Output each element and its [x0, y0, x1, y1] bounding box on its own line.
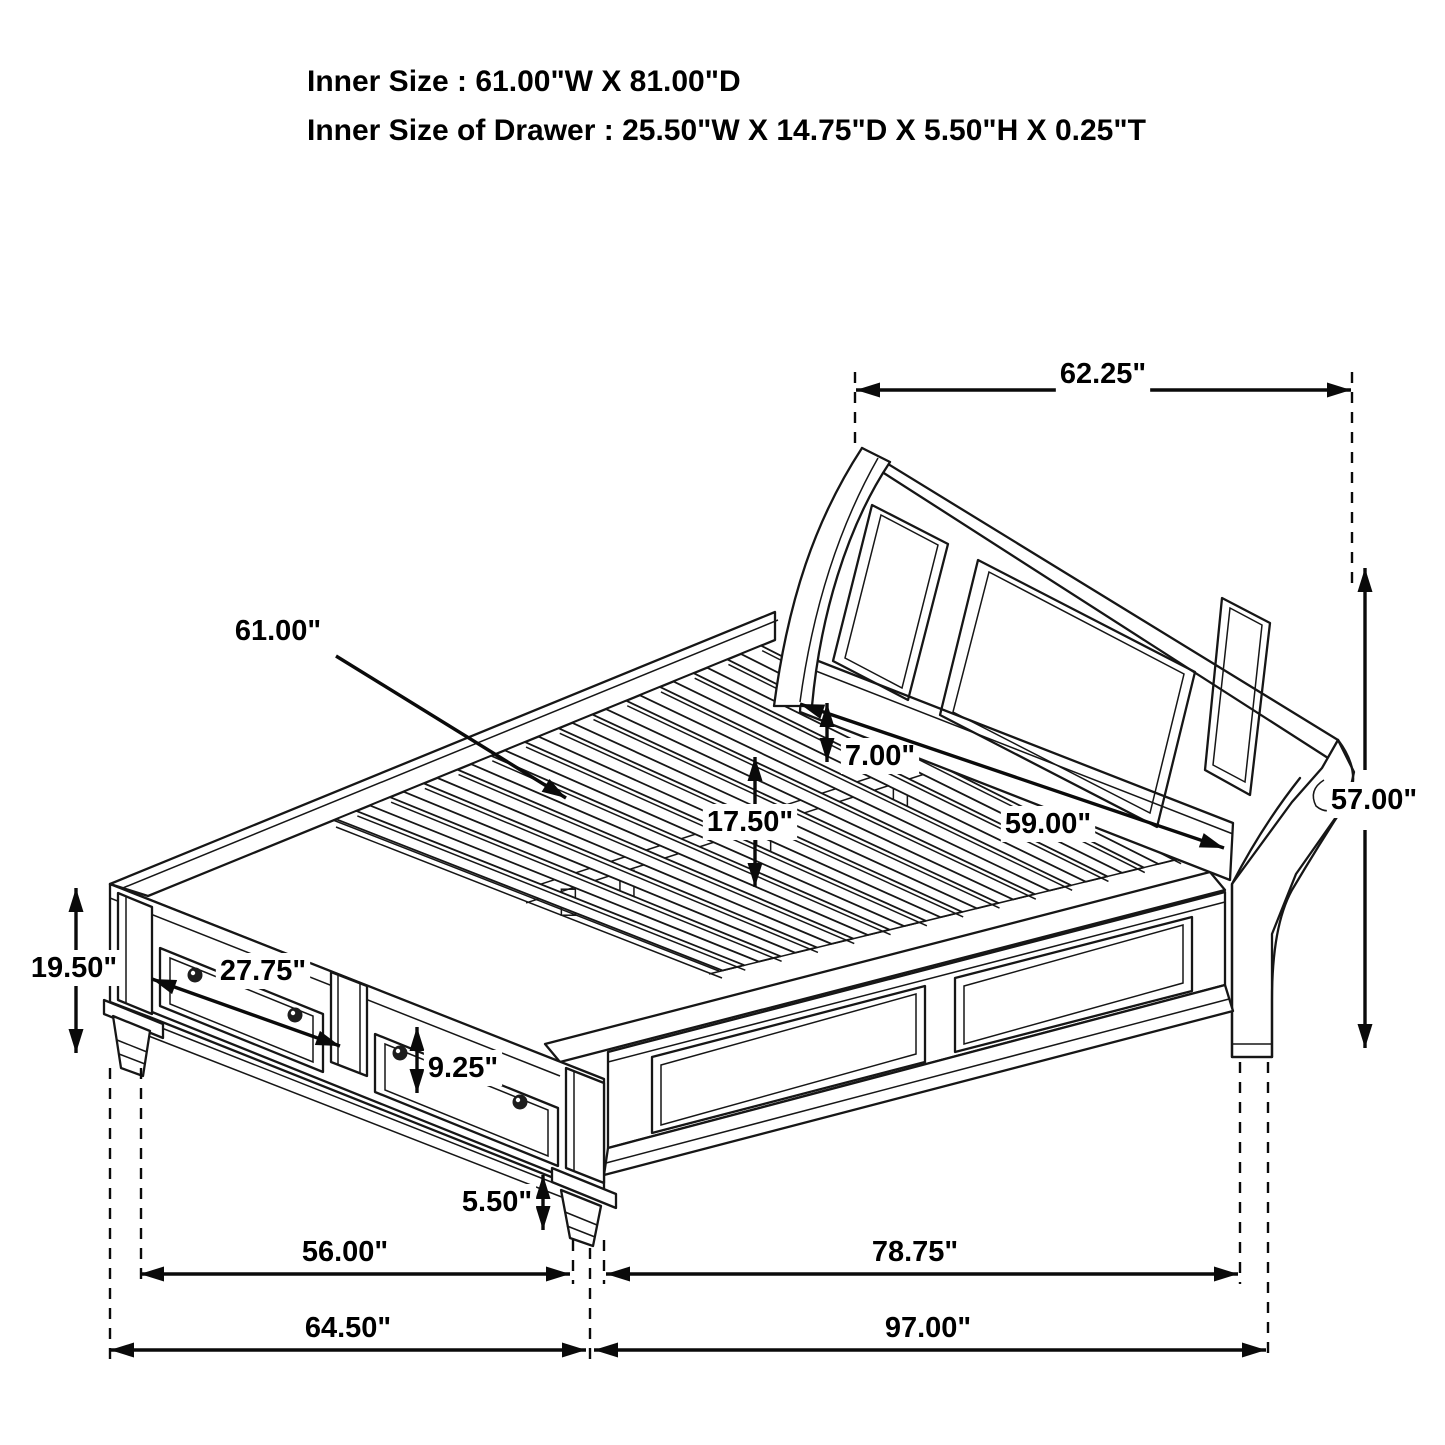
dim-label-width-62-25: 62.25" [1059, 358, 1147, 390]
footboard-center-pilaster [331, 972, 367, 1076]
dim-label-drawer-span-27-75: 27.75" [219, 955, 307, 987]
dim-label-height-57-00: 57.00" [1330, 784, 1418, 816]
drawer-size-text: Inner Size of Drawer : 25.50"W X 14.75"D X 5.50"H X 0.25"T [307, 114, 1146, 147]
dimension-height-57-00 [1327, 568, 1421, 1048]
dimension-footboard-56-00 [140, 1234, 570, 1282]
dim-label-overall-width-64-50: 64.50" [304, 1312, 392, 1344]
inner-size-text: Inner Size : 61.00"W X 81.00"D [307, 65, 741, 98]
dimension-footboard-height-19-50 [27, 888, 121, 1053]
bed-line-art [104, 448, 1354, 1246]
drawer-knob [188, 968, 203, 983]
dimension-width-62-25 [856, 356, 1351, 398]
dimension-rail-78-75 [606, 1234, 1238, 1282]
dim-label-foot-height-5-50: 5.50" [461, 1186, 533, 1218]
drawer-knob [288, 1008, 303, 1023]
drawer-knob [513, 1095, 528, 1110]
dim-label-rail-78-75: 78.75" [871, 1236, 959, 1268]
dimension-foot-height-5-50 [458, 1175, 551, 1230]
dim-label-gap-7-00: 7.00" [844, 740, 916, 772]
dim-label-footboard-height-19-50: 19.50" [30, 952, 118, 984]
dim-label-overall-length-97-00: 97.00" [884, 1312, 972, 1344]
dim-label-headboard-59-00: 59.00" [1004, 808, 1092, 840]
dim-label-footboard-56-00: 56.00" [301, 1236, 389, 1268]
dimension-overall-length-97-00 [594, 1310, 1266, 1358]
dim-label-clearance-17-50: 17.50" [706, 806, 794, 838]
dim-label-drawer-face-9-25: 9.25" [427, 1052, 499, 1084]
dim-label-slat-width-61-00: 61.00" [234, 615, 322, 647]
dimension-overall-width-64-50 [110, 1310, 586, 1358]
drawer-knob [393, 1046, 408, 1061]
